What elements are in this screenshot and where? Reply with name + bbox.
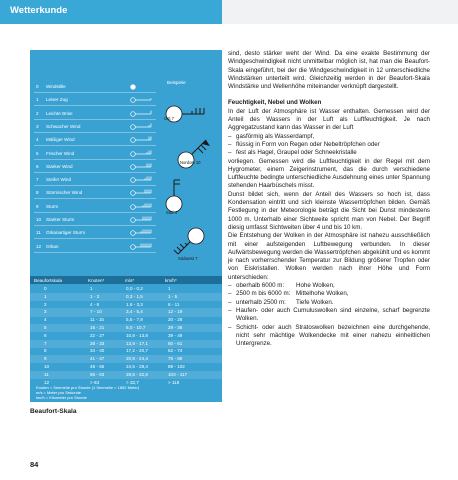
- wind-symbol-example-south-4: [152, 178, 208, 220]
- scale-number: 6: [36, 163, 39, 169]
- beaufort-scale: [30, 50, 222, 268]
- scale-row: [34, 186, 156, 199]
- table-cell: 39 - 49: [168, 332, 183, 338]
- table-cell: 48 - 55: [90, 364, 105, 369]
- scale-label: Orkan: [46, 243, 59, 249]
- table-cell: 24,5 - 28,4: [126, 364, 148, 369]
- wind-barb-icon: [130, 150, 152, 157]
- scale-row: [34, 147, 156, 160]
- table-cell: 7: [44, 340, 47, 346]
- scale-number: 0: [36, 84, 39, 89]
- wind-barb-icon: [130, 96, 152, 103]
- wind-barb-icon: [130, 203, 152, 210]
- scale-label: Starker Sturm: [46, 217, 75, 222]
- table-cell: 10: [44, 364, 50, 369]
- wind-barb-icon: [130, 83, 152, 90]
- scale-row: [34, 200, 156, 213]
- scale-row: [34, 93, 156, 106]
- header-tab: [0, 0, 222, 24]
- table-cell: 34 - 40: [90, 348, 105, 354]
- table-cell: 1: [90, 286, 93, 291]
- note-line: Knoten = Seemeile pro Stunde (1 Seemeile = 1852 Meter): [36, 385, 140, 390]
- table-cell: 13,9 - 17,1: [126, 340, 148, 346]
- scale-number: 9: [36, 203, 39, 209]
- table-cell: 4: [44, 317, 47, 323]
- wind-barb-icon: [130, 216, 152, 223]
- table-cell: 89 - 102: [168, 364, 185, 369]
- table-cell: > 63: [90, 379, 100, 385]
- paragraph: Die Entstehung der Wolken in der Atmosphäre ist nahezu ausschließlich mit einer aufsteigenden Luftbewegung verbunden. In dieser Aufwärtsbewegung werden die Wassertröpfchen abgekühlt und es kommt je nach vorherrschender Temperatur zur Bildung größerer Tropfen oder von Eiskristallen. Wolken werden nach ihrer Höhe und Form unterschieden:: [228, 232, 431, 281]
- table-cell: 1: [168, 286, 171, 291]
- table-cell: 20 - 28: [168, 317, 183, 323]
- table-cell: 3: [44, 309, 47, 315]
- paragraph-intro: sind, desto stärker weht der Wind. Da eine exakte Bestimmung der Windgeschwindigkeit nicht unmittelbar möglich ist, hat man die Beaufort-Skala eingeführt, bei der die Windgeschwindigkeit in 12 unterschiedliche Windstärken unterteilt wird. Gleichzeitig werden in der Beaufort-Skala Windstärke und Wellenhöhe miteinander verknüpft dargestellt.: [228, 50, 430, 91]
- table-cell: 5,5 - 7,9: [126, 317, 143, 323]
- table-cell: 1 - 3: [90, 293, 100, 299]
- table-notes: [36, 385, 216, 400]
- paragraph: vorliegen. Gemessen wird die Luftfeuchtigkeit in der Regel mit dem Hygrometer, einem Zeigerinstrument, das die durch verschiedene Luftfeuchte bedingte unterschiedliche Ausdehnung eines unter Spannung stehenden Haarbüschels misst.: [228, 157, 430, 190]
- table-cell: 0,3 - 1,5: [126, 293, 143, 299]
- table-cell: 3,4 - 5,4: [126, 309, 143, 315]
- scale-label: Steifer Wind: [46, 177, 72, 183]
- scale-label: Windstille: [46, 84, 66, 89]
- body-text: [228, 50, 430, 348]
- list-heights: [228, 282, 430, 307]
- list-item: – Schicht- oder auch Stratoswolken bezeichnen eine durchgehende, nicht sehr mächtige Wolkendecke mit einer nahezu einheitlichen Untergrenze.: [228, 323, 430, 348]
- scale-row: [34, 133, 156, 146]
- table-cell: 22 - 27: [90, 332, 105, 338]
- table-cell: > 32,7: [126, 379, 139, 385]
- table-cell: 1: [44, 293, 47, 299]
- scale-number: 4: [36, 137, 39, 143]
- list-item: – unterhalb 2500 m: Tiefe Wolken.: [228, 298, 334, 306]
- table-cell: 41 - 47: [90, 356, 105, 362]
- wind-barb-icon: [130, 189, 152, 196]
- example-label: Nordost 10: [180, 160, 201, 165]
- list-item: – 2500 m bis 6000 m: Mittelhohe Wolken,: [228, 290, 349, 298]
- column-header: Knoten*: [88, 277, 105, 283]
- scale-number: 8: [36, 190, 39, 196]
- table-cell: 10,8 - 13,8: [126, 332, 148, 338]
- table-cell: 50 - 61: [168, 340, 183, 346]
- scale-number: 7: [36, 177, 39, 183]
- scale-row: [34, 120, 156, 133]
- scale-number: 2: [36, 110, 39, 116]
- table-cell: 0: [44, 286, 47, 291]
- scale-label: Leiser Zug: [46, 97, 68, 103]
- wind-barb-icon: [130, 176, 152, 183]
- table-cell: 103 - 117: [168, 371, 188, 377]
- table-cell: 9: [44, 356, 47, 362]
- scale-label: Stürmischer Wind: [46, 190, 83, 196]
- list-forms: [228, 307, 430, 348]
- scale-row: [34, 160, 156, 173]
- table-cell: > 118: [168, 379, 180, 385]
- paragraph: Dunst bildet sich, wenn der Anteil des Wassers so hoch ist, dass Kondensation eintritt und sich kleinste Wassertröpfchen bilden. Gemäß Festlegung in der Meteorologie beträgt die Sicht bei Dunst mindestens 1000 m. Unterhalb einer Sichtweite spricht man von Nebel. Der Begriff diesig umfasst Sichtweiten über 4 und bis 10 km.: [228, 190, 430, 231]
- scale-number: 3: [36, 123, 39, 129]
- scale-row: [34, 107, 156, 120]
- table-cell: 8: [44, 348, 47, 354]
- column-header: Beaufortskala: [34, 277, 63, 283]
- table-cell: 29 - 38: [168, 325, 183, 330]
- list-item: – gasförmig als Wasserdampf,: [228, 132, 315, 140]
- wind-barb-icon: [130, 110, 152, 117]
- list-item: – oberhalb 6000 m: Hohe Wolken,: [228, 282, 335, 290]
- table-cell: 8,0 - 10,7: [126, 325, 146, 330]
- table-cell: 17,2 - 20,7: [126, 348, 148, 354]
- note-line: m/s = Meter pro Sekunde: [36, 390, 82, 395]
- scale-row: [34, 213, 156, 226]
- table-cell: 28 - 33: [90, 340, 105, 346]
- list-item: – Haufen- oder auch Cumuluswolken sind einzelne, scharf begrenzte Wolken.: [228, 306, 430, 323]
- scale-number: 1: [36, 97, 39, 103]
- table-header: [30, 276, 222, 284]
- table-cell: 12 - 19: [168, 309, 183, 315]
- table-cell: 16 - 21: [90, 325, 105, 330]
- table-cell: 4 - 6: [90, 301, 100, 307]
- table-cell: 7 - 10: [90, 309, 102, 315]
- wind-barb-icon: [130, 136, 152, 143]
- column-header: km/h*: [165, 277, 177, 283]
- example-label: Ost 7: [164, 116, 175, 121]
- table-cell: 6: [44, 332, 47, 338]
- scale-number: 5: [36, 150, 39, 156]
- table-cell: 2: [44, 301, 47, 307]
- table-cell: 11 - 15: [90, 317, 104, 323]
- examples-label: Beispiele: [167, 80, 186, 85]
- scale-label: Leichte Brise: [46, 110, 73, 116]
- table-cell: 75 - 88: [168, 356, 183, 362]
- table-cell: 6 - 11: [168, 301, 180, 307]
- list-item: – flüssig in Form von Regen oder Nebeltröpfchen oder: [228, 140, 380, 148]
- scale-label: Frischer Wind: [46, 150, 75, 156]
- scale-row: [34, 226, 156, 239]
- table-cell: 1 - 5: [168, 293, 178, 299]
- scale-label: Starker Wind: [46, 163, 73, 169]
- list-states: [228, 133, 430, 158]
- table-cell: 12: [44, 379, 50, 385]
- scale-label: Schwacher Wind: [46, 123, 81, 129]
- table-cell: 5: [44, 325, 47, 330]
- wind-symbol-example-southwest-7: [166, 218, 222, 260]
- scale-label: Sturm: [46, 203, 59, 209]
- table-cell: 1,6 - 3,3: [126, 301, 143, 307]
- page-number: 84: [30, 460, 39, 469]
- column-header: m/s*: [125, 277, 135, 283]
- wind-barb-icon: [130, 123, 152, 130]
- wind-symbol-example-northeast-10: [166, 138, 222, 180]
- beaufort-panel: [30, 50, 222, 402]
- list-item: – fest als Hagel, Graupel oder Schneekristalle: [228, 149, 357, 157]
- table-cell: 62 - 74: [168, 348, 183, 354]
- section-heading: Feuchtigkeit, Nebel und Wolken: [228, 99, 322, 107]
- wind-barb-icon: [130, 243, 152, 250]
- table-cell: 20,8 - 24,4: [126, 356, 148, 362]
- scale-label: Orkanartiger Sturm: [46, 230, 86, 236]
- example-label: Süd 4: [166, 210, 177, 215]
- scale-number: 10: [36, 217, 42, 222]
- scale-row: [34, 240, 156, 253]
- table-cell: 11: [44, 371, 49, 377]
- scale-label: Mäßiger Wind: [46, 137, 75, 143]
- scale-number: 12: [36, 243, 42, 249]
- paragraph: In der Luft der Atmosphäre ist Wasser enthalten. Gemessen wird der Anteil des Wassers in der Luft als Luftfeuchtigkeit. Je nach Aggregatzustand kann das Wasser in der Luft: [228, 107, 430, 132]
- wind-barb-icon: [130, 229, 152, 236]
- figure-caption: Beaufort-Skala: [30, 408, 77, 415]
- wind-barb-icon: [130, 163, 152, 170]
- example-label: Südwest 7: [178, 256, 198, 261]
- table-cell: 56 - 63: [90, 371, 105, 377]
- scale-row: [34, 173, 156, 186]
- table-cell: 28,5 - 32,6: [126, 371, 148, 377]
- scale-number: 11: [36, 230, 41, 236]
- note-line: km/h = Kilometer pro Stunde: [36, 395, 87, 400]
- scale-row: [34, 80, 156, 93]
- section-title: Wetterkunde: [10, 5, 68, 16]
- table-cell: 0,0 - 0,2: [126, 286, 143, 291]
